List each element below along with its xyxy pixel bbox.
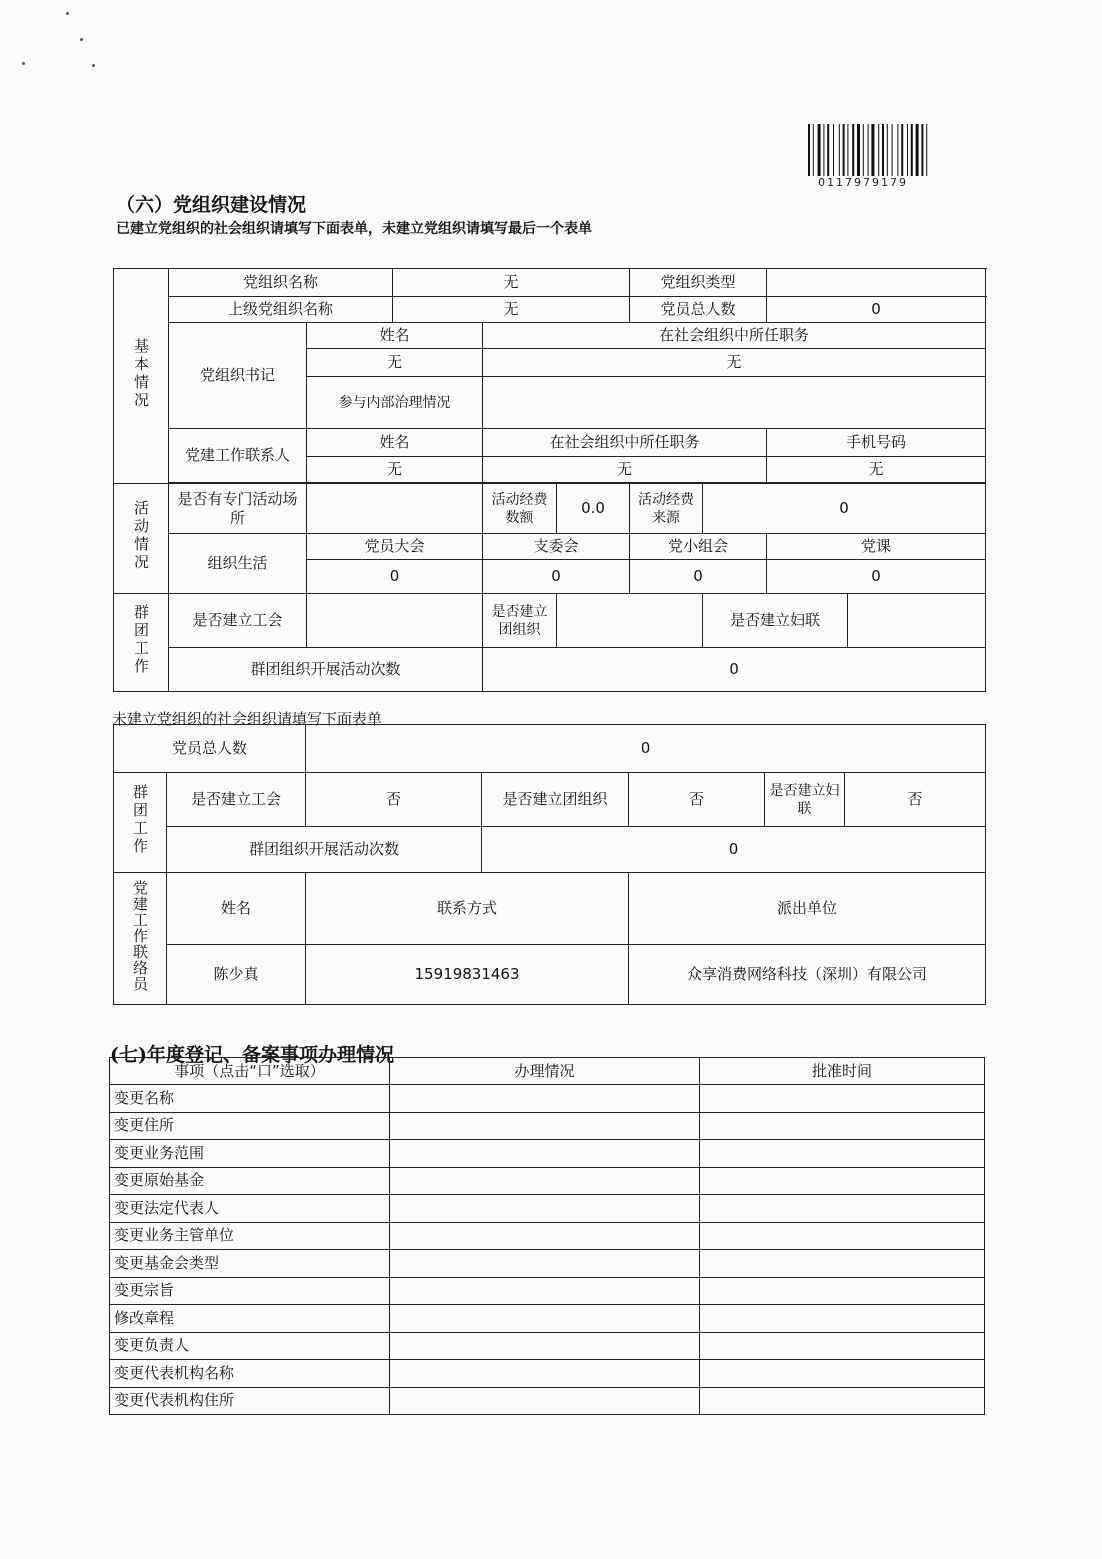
- table-row: [110, 1222, 985, 1250]
- registration-item[interactable]: 变更业务范围: [110, 1140, 390, 1168]
- venue-value: [307, 484, 483, 534]
- table-row: [110, 1085, 985, 1113]
- members-value: 0: [767, 297, 986, 323]
- registration-date: [700, 1305, 985, 1333]
- group-mass-work: 群团工作: [114, 594, 169, 692]
- t2-union-label: 是否建立工会: [167, 773, 306, 827]
- t2-women-label: 是否建立妇联: [765, 773, 845, 827]
- t2-group-mass-work: 群团工作: [114, 773, 167, 873]
- funds-amount-value: 0.0: [557, 484, 630, 534]
- t2-liaison-unit: 众享消费网络科技（深圳）有限公司: [629, 945, 986, 1005]
- registration-status: [390, 1195, 700, 1223]
- registration-date: [700, 1277, 985, 1305]
- parent-org-label: 上级党组织名称: [169, 297, 393, 323]
- barcode-bar: [882, 124, 884, 176]
- scan-speck: [22, 62, 25, 65]
- table-row: [110, 1195, 985, 1223]
- section7-title: (七)年度登记、备案事项办理情况: [110, 1044, 394, 1066]
- members-label: 党员总人数: [630, 297, 767, 323]
- no-party-org-table: [113, 724, 986, 1005]
- barcode-image: [808, 124, 948, 176]
- registration-items-table: [109, 1057, 985, 1415]
- registration-item[interactable]: 变更宗旨: [110, 1277, 390, 1305]
- contact-name: 无: [307, 457, 483, 483]
- barcode-bar: [847, 124, 848, 176]
- youth-label: 是否建立团组织: [483, 594, 557, 648]
- scan-speck: [66, 12, 69, 15]
- contact-phone: 无: [767, 457, 986, 483]
- contact-position: 无: [483, 457, 767, 483]
- registration-date: [700, 1332, 985, 1360]
- barcode-bar: [852, 124, 854, 176]
- t2-members-value: 0: [306, 725, 986, 773]
- governance-label: 参与内部治理情况: [307, 377, 483, 429]
- barcode-number: 0117979179: [818, 176, 908, 189]
- barcode-bar: [818, 124, 821, 176]
- barcode-bar: [916, 124, 919, 176]
- life-value-committee: 0: [483, 560, 630, 594]
- secretary-position: 无: [483, 349, 986, 377]
- registration-status: [390, 1167, 700, 1195]
- mass-count-value: 0: [483, 648, 986, 692]
- women-value: [848, 594, 986, 648]
- registration-item[interactable]: 变更业务主管单位: [110, 1222, 390, 1250]
- registration-status: [390, 1277, 700, 1305]
- t2-mass-count-value: 0: [482, 827, 986, 873]
- barcode-bar: [907, 124, 908, 176]
- secretary-label: 党组织书记: [169, 323, 307, 429]
- contact-position-header: 在社会组织中所任职务: [483, 429, 767, 457]
- registration-status: [390, 1305, 700, 1333]
- barcode-bar: [878, 124, 879, 176]
- registration-date: [700, 1250, 985, 1278]
- scan-speck: [92, 64, 95, 67]
- party-org-table: [113, 268, 986, 692]
- barcode-bar: [871, 124, 874, 176]
- section6-subtitle: 已建立党组织的社会组织请填写下面表单，未建立党组织请填写最后一个表单: [116, 221, 592, 237]
- life-value-group: 0: [630, 560, 767, 594]
- t2-youth-value: 否: [629, 773, 765, 827]
- registration-item[interactable]: 变更基金会类型: [110, 1250, 390, 1278]
- life-header-lecture: 党课: [767, 534, 986, 560]
- registration-status: [390, 1387, 700, 1415]
- registration-date: [700, 1167, 985, 1195]
- t2-mass-count-label: 群团组织开展活动次数: [167, 827, 482, 873]
- venue-label: 是否有专门活动场所: [169, 484, 307, 534]
- group-activity: 活动情况: [114, 484, 169, 594]
- table-row: [110, 1387, 985, 1415]
- registration-item[interactable]: 修改章程: [110, 1305, 390, 1333]
- org-life-label: 组织生活: [169, 534, 307, 594]
- no-party-org-note: 未建立党组织的社会组织请填写下面表单: [112, 710, 383, 728]
- barcode-bar: [813, 124, 814, 176]
- life-header-committee: 支委会: [483, 534, 630, 560]
- contact-label: 党建工作联系人: [169, 429, 307, 483]
- org-type-label: 党组织类型: [630, 269, 767, 297]
- barcode-bar: [887, 124, 888, 176]
- barcode-bar: [901, 124, 903, 176]
- org-name-label: 党组织名称: [169, 269, 393, 297]
- registration-item[interactable]: 变更代表机构名称: [110, 1360, 390, 1388]
- t2-liaison-name: 陈少真: [167, 945, 306, 1005]
- registration-date: [700, 1140, 985, 1168]
- table-row: [110, 1140, 985, 1168]
- youth-value: [557, 594, 703, 648]
- t2-name-header: 姓名: [167, 873, 306, 945]
- t2-union-value: 否: [306, 773, 482, 827]
- governance-value: [483, 377, 986, 429]
- table-row: [110, 1305, 985, 1333]
- women-label: 是否建立妇联: [703, 594, 848, 648]
- life-header-group: 党小组会: [630, 534, 767, 560]
- registration-status: [390, 1085, 700, 1113]
- table-row: [110, 1112, 985, 1140]
- t2-members-label: 党员总人数: [114, 725, 306, 773]
- registration-date: [700, 1085, 985, 1113]
- registration-status: [390, 1332, 700, 1360]
- t3-header-item: 事项（点击“口”选取）: [110, 1058, 390, 1085]
- union-value: [307, 594, 483, 648]
- t3-header-status: 办理情况: [390, 1058, 700, 1085]
- t3-header-date: 批准时间: [700, 1058, 985, 1085]
- table-row: [110, 1360, 985, 1388]
- registration-status: [390, 1360, 700, 1388]
- secretary-name: 无: [307, 349, 483, 377]
- registration-status: [390, 1250, 700, 1278]
- registration-status: [390, 1140, 700, 1168]
- barcode-bar: [843, 124, 845, 176]
- life-value-lecture: 0: [767, 560, 986, 594]
- scan-speck: [80, 38, 83, 41]
- registration-item[interactable]: 变更负责人: [110, 1332, 390, 1360]
- t2-group-liaison: 党建工作联络员: [114, 873, 167, 1005]
- funds-source-label: 活动经费来源: [630, 484, 703, 534]
- t2-unit-header: 派出单位: [629, 873, 986, 945]
- t2-youth-label: 是否建立团组织: [482, 773, 629, 827]
- barcode-bar: [833, 124, 834, 176]
- barcode-bar: [823, 124, 824, 176]
- t2-contact-header: 联系方式: [306, 873, 629, 945]
- registration-date: [700, 1360, 985, 1388]
- table-row: [110, 1332, 985, 1360]
- section6-title: （六）党组织建设情况: [116, 194, 307, 216]
- registration-date: [700, 1387, 985, 1415]
- table-row: [110, 1277, 985, 1305]
- barcode-bar: [863, 124, 864, 176]
- registration-item[interactable]: 变更代表机构住所: [110, 1387, 390, 1415]
- barcode-bar: [897, 124, 898, 176]
- funds-amount-label: 活动经费数额: [483, 484, 557, 534]
- registration-status: [390, 1222, 700, 1250]
- secretary-name-header: 姓名: [307, 323, 483, 349]
- org-name-value: 无: [393, 269, 630, 297]
- secretary-position-header: 在社会组织中所任职务: [483, 323, 986, 349]
- registration-item[interactable]: 变更名称: [110, 1085, 390, 1113]
- registration-item[interactable]: 变更法定代表人: [110, 1195, 390, 1223]
- barcode-bar: [911, 124, 913, 176]
- registration-item[interactable]: 变更原始基金: [110, 1167, 390, 1195]
- table-row: [110, 1167, 985, 1195]
- barcode-bar: [808, 124, 810, 176]
- barcode-bar: [857, 124, 860, 176]
- barcode-bar: [921, 124, 923, 176]
- parent-org-value: 无: [393, 297, 630, 323]
- registration-status: [390, 1112, 700, 1140]
- org-type-value: [767, 269, 986, 297]
- barcode-bar: [926, 124, 927, 176]
- t2-women-value: 否: [845, 773, 986, 827]
- barcode-bar: [892, 124, 893, 176]
- table-row: [110, 1250, 985, 1278]
- registration-date: [700, 1112, 985, 1140]
- contact-name-header: 姓名: [307, 429, 483, 457]
- funds-source-value: 0: [703, 484, 986, 534]
- registration-item[interactable]: 变更住所: [110, 1112, 390, 1140]
- life-value-congress: 0: [307, 560, 483, 594]
- contact-phone-header: 手机号码: [767, 429, 986, 457]
- barcode-bar: [839, 124, 840, 176]
- union-label: 是否建立工会: [169, 594, 307, 648]
- life-header-congress: 党员大会: [307, 534, 483, 560]
- barcode-bar: [868, 124, 869, 176]
- mass-count-label: 群团组织开展活动次数: [169, 648, 483, 692]
- t2-liaison-contact: 15919831463: [306, 945, 629, 1005]
- group-basic-info: 基本情况: [114, 269, 169, 484]
- registration-date: [700, 1222, 985, 1250]
- barcode-bar: [827, 124, 829, 176]
- registration-date: [700, 1195, 985, 1223]
